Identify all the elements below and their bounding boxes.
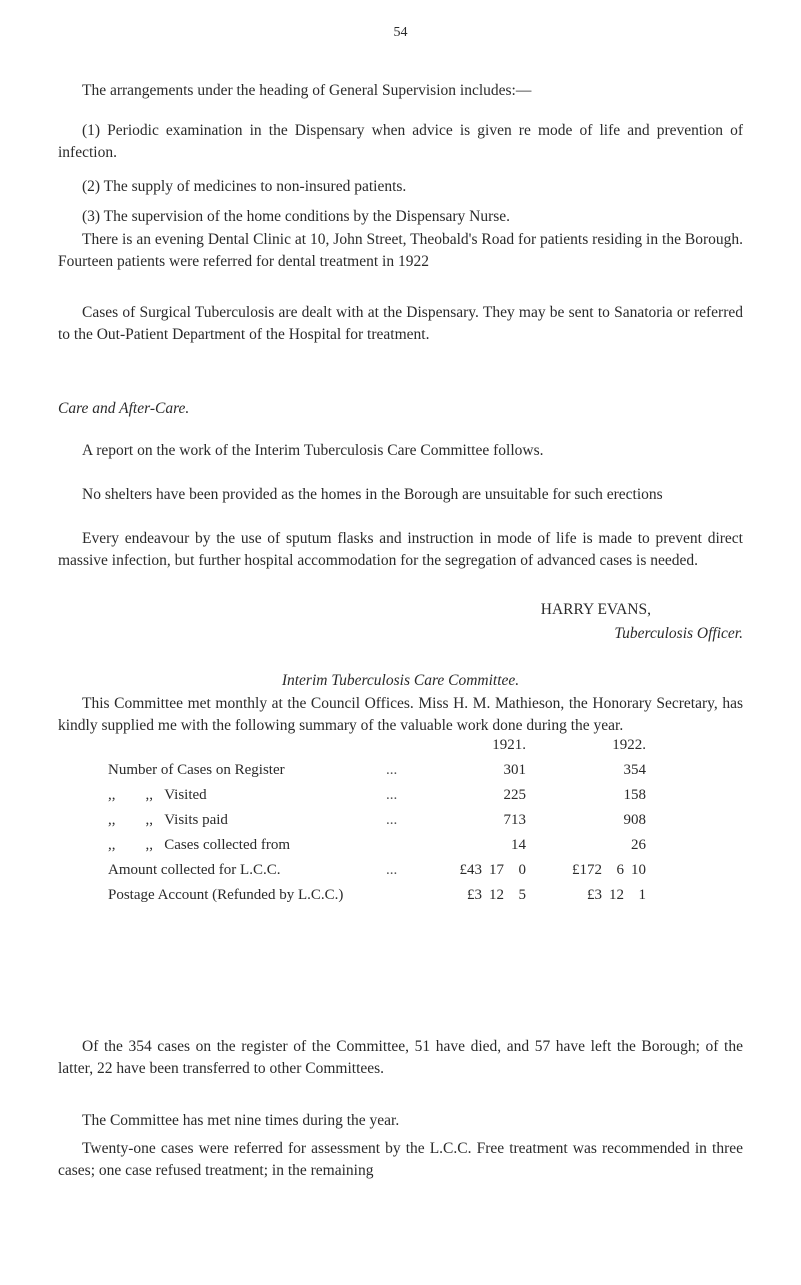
value-1921: 225 bbox=[503, 787, 526, 803]
table-row bbox=[108, 883, 646, 908]
table-header-row bbox=[108, 733, 646, 758]
value-1922: 158 bbox=[623, 787, 646, 803]
ditto-marks: ,, ,, bbox=[108, 837, 153, 853]
value-1921: 301 bbox=[503, 762, 526, 778]
list-item-3: (3) The supervision of the home conditions by the Dispensary Nurse. bbox=[82, 208, 511, 225]
ditto-marks: ,, ,, bbox=[108, 812, 153, 828]
dental-paragraph: There is an evening Dental Clinic at 10, John Street, Theobald's Road for patients residing in the Borough. Fourteen patients were referred for dental treatment in 1922 bbox=[58, 231, 743, 270]
met-note: The Committee has met nine times during the year. bbox=[82, 1112, 400, 1129]
register-note: Of the 354 cases on the register of the Committee, 51 have died, and 57 have left the Borough; of the latter, 22 have been transferred to other Committees. bbox=[58, 1038, 743, 1077]
row-label: Postage Account (Refunded by L.C.C.) bbox=[108, 887, 344, 903]
pounds: £172 bbox=[572, 862, 602, 878]
leader-dots: ... bbox=[386, 812, 398, 828]
pence: 10 bbox=[631, 862, 646, 878]
signature-name: HARRY EVANS, bbox=[540, 601, 651, 618]
leader-dots: ... bbox=[386, 787, 398, 803]
shillings: 12 bbox=[489, 887, 504, 903]
row-label: Cases collected from bbox=[164, 837, 291, 853]
row-label: Visits paid bbox=[164, 812, 228, 828]
pounds: £3 bbox=[467, 887, 482, 903]
leader-dots: ... bbox=[386, 862, 398, 878]
table-row bbox=[108, 858, 646, 883]
list-item-1: (1) Periodic examination in the Dispensary when advice is given re mode of life and prevention of infection. bbox=[58, 122, 743, 161]
pence: 1 bbox=[638, 887, 646, 903]
intro-paragraph: The arrangements under the heading of General Supervision includes:— bbox=[82, 82, 532, 99]
shillings: 12 bbox=[609, 887, 624, 903]
table-row bbox=[108, 783, 646, 808]
year-1922-header: 1922. bbox=[612, 737, 646, 753]
page-number: 54 bbox=[393, 25, 408, 40]
year-1921-header: 1921. bbox=[492, 737, 526, 753]
shillings: 17 bbox=[489, 862, 504, 878]
summary-table bbox=[108, 733, 646, 908]
surgical-paragraph: Cases of Surgical Tuberculosis are dealt with at the Dispensary. They may be sent to Sanatoria or referred to the Out-Patient Department of the Hospital for treatment. bbox=[58, 304, 743, 343]
table-row bbox=[108, 808, 646, 833]
value-1921: 713 bbox=[503, 812, 526, 828]
row-label: Number of Cases on Register bbox=[108, 762, 285, 778]
pounds: £3 bbox=[587, 887, 602, 903]
committee-heading: Interim Tuberculosis Care Committee. bbox=[281, 672, 520, 689]
leader-dots: ... bbox=[386, 762, 398, 778]
value-1922: 354 bbox=[623, 762, 646, 778]
committee-intro: This Committee met monthly at the Council Offices. Miss H. M. Mathieson, the Honorary Secretary, has kindly supplied me with the following summary of the valuable work done during the year. bbox=[58, 695, 743, 734]
shelters-paragraph: No shelters have been provided as the homes in the Borough are unsuitable for such erections bbox=[82, 486, 663, 503]
value-1922: 26 bbox=[631, 837, 646, 853]
table-row bbox=[108, 833, 646, 858]
value-1921 bbox=[436, 883, 526, 908]
value-1922 bbox=[526, 883, 646, 908]
row-label: Visited bbox=[164, 787, 207, 803]
report-paragraph: A report on the work of the Interim Tuberculosis Care Committee follows. bbox=[82, 442, 544, 459]
value-1921 bbox=[436, 858, 526, 883]
endeavour-paragraph: Every endeavour by the use of sputum flasks and instruction in mode of life is made to prevent direct massive infection, but further hospital accommodation for the segregation of advanced cases is needed. bbox=[58, 530, 743, 569]
pence: 0 bbox=[518, 862, 526, 878]
referred-note: Twenty-one cases were referred for assessment by the L.C.C. Free treatment was recommended in three cases; one case refused treatment; in the remaining bbox=[58, 1140, 743, 1179]
value-1921: 14 bbox=[511, 837, 526, 853]
ditto-marks: ,, ,, bbox=[108, 787, 153, 803]
row-label: Amount collected for L.C.C. bbox=[108, 862, 281, 878]
list-item-2: (2) The supply of medicines to non-insured patients. bbox=[82, 178, 407, 195]
care-heading: Care and After-Care. bbox=[58, 400, 190, 417]
signature-title: Tuberculosis Officer. bbox=[614, 625, 743, 642]
value-1922 bbox=[526, 858, 646, 883]
shillings: 6 bbox=[616, 862, 624, 878]
value-1922: 908 bbox=[623, 812, 646, 828]
pounds: £43 bbox=[459, 862, 482, 878]
table-row bbox=[108, 758, 646, 783]
pence: 5 bbox=[518, 887, 526, 903]
